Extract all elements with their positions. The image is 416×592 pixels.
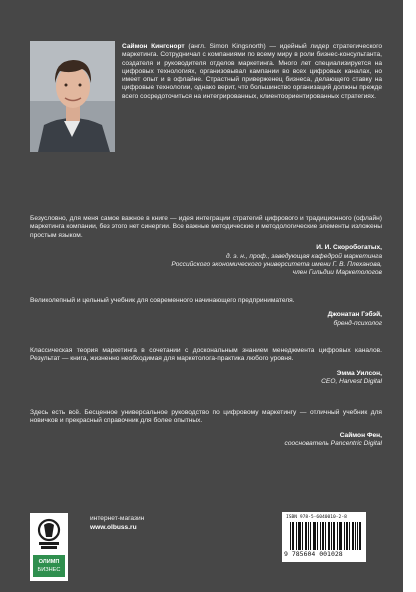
author-photo: [30, 41, 115, 152]
barcode-bars: [290, 522, 362, 550]
page-edge: [403, 0, 416, 592]
reviewer-title: сооснователь Pancentric Digital: [284, 440, 382, 448]
publisher-shop: [90, 514, 144, 532]
isbn-label: ISBN 978-5-6040010-2-8: [286, 515, 347, 520]
publisher-logo: [30, 513, 68, 581]
reviewer-name: Джонатан Гэбэй,: [327, 311, 382, 319]
review-text: Великолепный и цельный учебник для современного начинающего предпринимателя.: [30, 297, 295, 304]
review-signature: [30, 432, 382, 449]
review-2: [30, 297, 382, 328]
review-4: [30, 409, 382, 449]
reviewer-title: член Гильдии Маркетологов: [292, 269, 382, 277]
reviewer-name: Саймон Фен,: [339, 431, 382, 439]
publisher-logo-bottom: БИЗНЕС: [37, 567, 61, 573]
review-text: Безусловно, для меня самое важное в книге — идея интеграции стратегий цифрового и традиционного (офлайн) маркетинга компании, без этого нет синергии. Все важные методические и методологические элементы изложены простым языком.: [30, 215, 382, 239]
author-bio-text: (англ. Simon Kingsnorth) — идейный лидер стратегического маркетинга. Сотрудничал с компаниями по всему миру в роли бизнес-консультанта, создателя и руководителя отделов маркетинга. Много лет специализируется на цифровых технологиях, организовывал кампании во всех цифровых каналах, но имеет опыт и в офлайне. Страстный приверженец бизнеса, делающего ставку на цифровые технологии, однако верит, что большинство организаций должны прежде всего сосредоточиться на интегрированных, клиентоориентированных стратегиях.: [122, 43, 382, 100]
author-bio: [122, 43, 382, 101]
review-text: Классическая теория маркетинга в сочетании с доскональным знанием менеджмента цифровых каналов. Результат — книга, жизненно необходимая для маркетолога-практика любого уровня.: [30, 347, 382, 363]
olymp-figure-icon: [30, 513, 68, 581]
review-3: [30, 347, 382, 387]
publisher-logo-top: ОЛИМП: [38, 559, 60, 565]
reviewer-title: бренд-психолог: [333, 319, 382, 327]
author-name: Саймон Кингснорт: [122, 43, 185, 50]
reviewer-name: Эмма Уилсон,: [336, 369, 382, 377]
reviewer-title: Российского экономического университета имени Г. В. Плеханова,: [171, 261, 382, 269]
reviewer-title: CEO, Harvest Digital: [321, 378, 382, 386]
review-signature: [30, 311, 382, 328]
barcode-digits: 9 785604 001028: [284, 550, 343, 558]
reviewer-title: д. э. н., проф., заведующая кафедрой маркетинга: [225, 252, 382, 260]
review-text: Здесь есть всё. Бесценное универсальное руководство по цифровому маркетингу — отличный учебник для новичков и прекрасный справочник для более опытных.: [30, 409, 382, 425]
shop-url[interactable]: www.olbuss.ru: [90, 524, 137, 531]
reviewer-name: И. И. Скоробогатых,: [316, 244, 382, 252]
shop-label: интернет-магазин: [90, 515, 145, 522]
barcode: [282, 512, 366, 562]
author-portrait-image: [30, 41, 115, 152]
review-signature: [30, 244, 382, 278]
review-signature: [30, 370, 382, 387]
review-1: [30, 215, 382, 278]
